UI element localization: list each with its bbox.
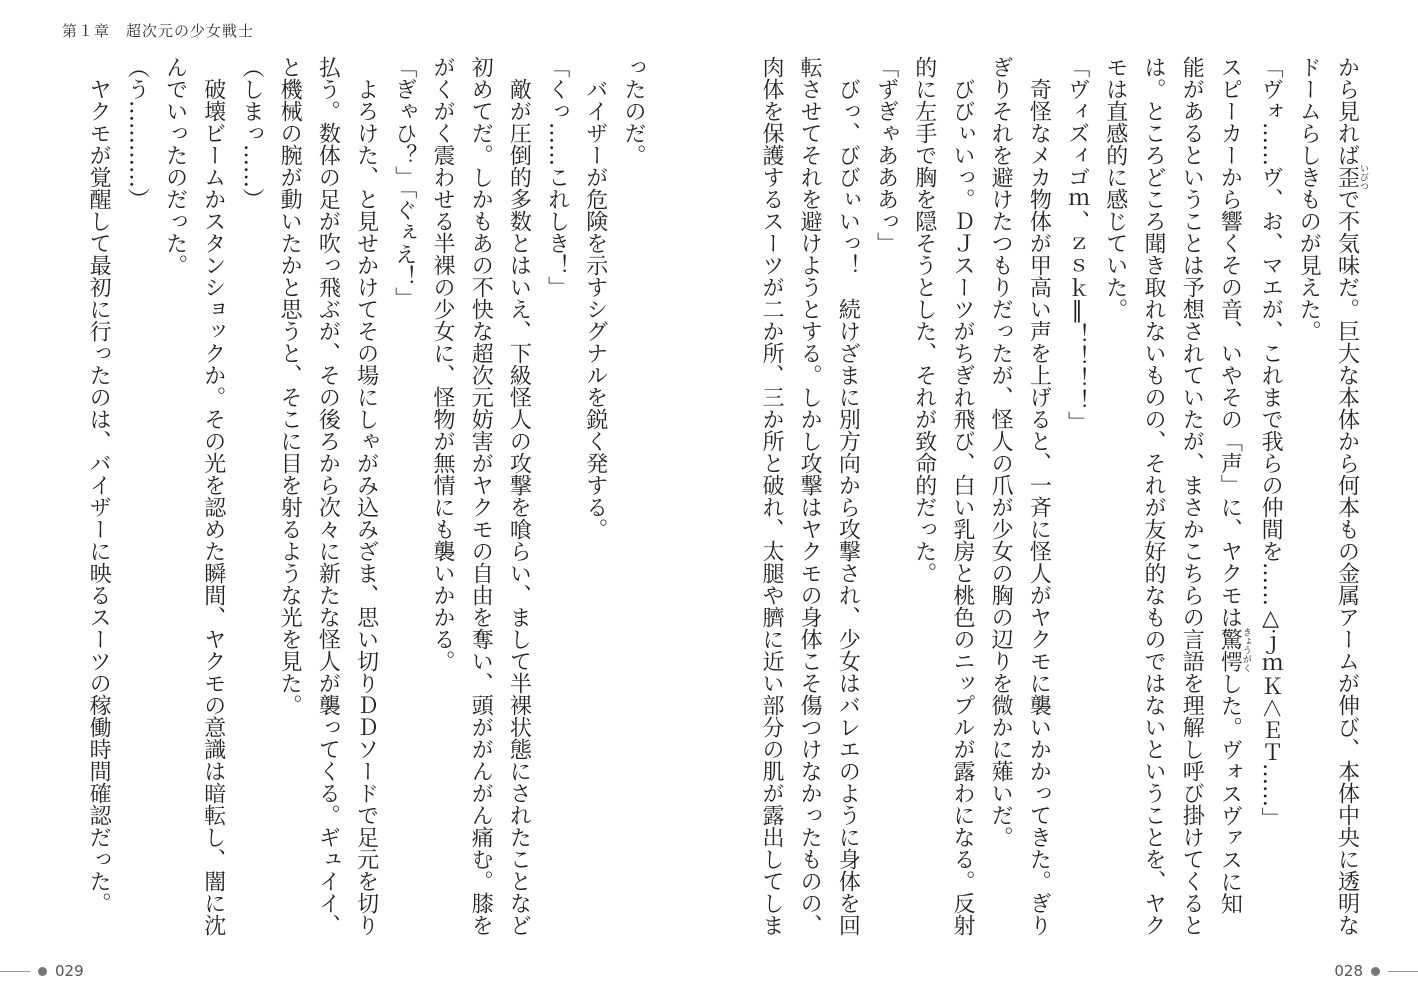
text-column <box>308 56 346 946</box>
text-segment: 初めてだ。しかもあの不快な超次元妨害がヤクモの自由を奪い、頭ががんがん痛む。膝を <box>468 56 494 936</box>
text-column <box>790 56 828 946</box>
text-column <box>79 56 117 946</box>
text-segment: んでいったのだった。 <box>162 56 188 276</box>
text-segment: で不気味だ。巨大な本体から何本もの金属アームが伸び、本体中央に透明な <box>1334 188 1360 936</box>
text-segment: スピーカーから響くその音、いやその「声」に、ヤクモは <box>1217 56 1243 628</box>
text-segment: は。ところどころ聞き取れないものの、それが友好的なものではないということを、ヤク <box>1140 56 1166 936</box>
text-column <box>576 56 614 946</box>
text-segment: 払う。数体の足が吹っ飛ぶが、その後ろから次々に新たな怪人が襲ってくる。ギュイイ、 <box>315 56 341 936</box>
text-segment: （う…………） <box>124 56 150 210</box>
text-column <box>423 56 461 946</box>
ruby-reading: いびつ <box>1358 163 1368 191</box>
text-column <box>270 56 308 946</box>
text-segment: 破壊ビームかスタンショックか。その光を認めた瞬間、ヤクモの意識は暗転し、闇に沈 <box>200 56 226 936</box>
text-column <box>828 56 866 946</box>
text-segment: 「ぎゃひ？」「ぐぇえ！」 <box>391 56 417 309</box>
text-column <box>1057 56 1095 946</box>
text-column <box>346 56 384 946</box>
page-number: 028 <box>1334 962 1363 980</box>
text-column <box>1096 56 1134 946</box>
page-number: 029 <box>55 962 84 980</box>
text-segment: 転させてそれを避けようとする。しかし攻撃はヤクモの身体こそ傷つけなかったものの、 <box>797 56 823 936</box>
text-column <box>1327 56 1368 946</box>
text-segment: びっ、びびぃいっ！ 続けざまに別方向から攻撃され、少女はバレエのように身体を回 <box>835 56 861 936</box>
text-segment: 肉体を保護するスーツが二か所、三か所と破れ、太腿や臍に近い部分の肌が露出してしま <box>758 56 784 936</box>
text-column <box>866 56 904 946</box>
text-column <box>614 56 652 946</box>
text-column <box>1210 56 1251 946</box>
text-column <box>461 56 499 946</box>
text-segment: がくがく震わせる半裸の少女に、怪物が無情にも襲いかかる。 <box>429 56 455 672</box>
text-segment: 的に左手で胸を隠そうとした、それが致命的だった。 <box>911 56 937 584</box>
text-segment: ドームらしきものが見えた。 <box>1296 56 1322 342</box>
text-column <box>1172 56 1210 946</box>
text-column <box>1019 56 1057 946</box>
folio-rule <box>0 971 30 972</box>
text-column <box>905 56 943 946</box>
text-segment: 「ヴィズィゴｍ、ｚｓｋ‖！！！！」 <box>1064 56 1090 433</box>
ruby-base: 驚愕 <box>1217 627 1243 673</box>
text-segment: 「くっ……これしき！」 <box>544 56 570 298</box>
folio-dot <box>1371 967 1380 976</box>
ruby-annotation <box>1334 163 1368 191</box>
page-number-left <box>0 962 84 980</box>
text-column <box>499 56 537 946</box>
running-header: 第１章 超次元の少女戦士 <box>62 22 255 40</box>
text-column <box>981 56 1019 946</box>
ruby-base: 歪 <box>1334 163 1360 191</box>
text-column <box>117 56 155 946</box>
text-column <box>385 56 423 946</box>
text-segment: した。ヴォスヴァスに知 <box>1217 672 1243 915</box>
text-segment: よろけた、と見せかけてその場にしゃがみ込みざま、思い切りＤＤソードで足元を切り <box>353 56 379 936</box>
text-segment: バイザーが危険を示すシグナルを鋭く発する。 <box>582 56 608 540</box>
text-column <box>155 56 193 946</box>
folio-dot <box>38 967 47 976</box>
text-segment: から見れば <box>1334 56 1360 166</box>
text-column <box>232 56 270 946</box>
text-column <box>1251 56 1289 946</box>
text-segment: ヤクモが覚醒して最初に行ったのは、バイザーに映るスーツの稼働時間確認だった。 <box>86 56 112 914</box>
text-segment: びびぃいっ。ＤＪスーツがちぎれ飛び、白い乳房と桃色のニップルが露わになる。反射 <box>949 56 975 936</box>
text-segment: 奇怪なメカ物体が甲高い声を上げると、一斉に怪人がヤクモに襲いかかってきた。ぎり <box>1026 56 1052 936</box>
text-column <box>537 56 575 946</box>
text-segment: （しまっ……） <box>238 56 264 210</box>
text-column <box>943 56 981 946</box>
page-right-text <box>748 56 1368 946</box>
text-column <box>1289 56 1327 946</box>
text-segment: 敵が圧倒的多数とはいえ、下級怪人の攻撃を喰らい、まして半裸状態にされたことなど <box>506 56 532 936</box>
page-number-right <box>1334 962 1418 980</box>
folio-rule <box>1388 971 1418 972</box>
text-segment: モは直感的に感じていた。 <box>1102 56 1128 320</box>
text-segment: と機械の腕が動いたかと思うと、そこに目を射るような光を見た。 <box>277 56 303 716</box>
text-column <box>752 56 790 946</box>
text-column <box>1134 56 1172 946</box>
ruby-reading: きょうがく <box>1240 627 1251 673</box>
text-segment: 「ヴォ……ヴ、お、マエが、これまで我らの仲間を……△ｊｍＫ＜ＥＴ……」 <box>1258 56 1284 830</box>
text-column <box>194 56 232 946</box>
text-segment: 能があるということは予想されていたが、まさかこちらの言語を理解し呼び掛けてくると <box>1179 56 1205 936</box>
text-segment: 「ずぎゃあああっ」 <box>873 56 899 254</box>
page-left-text <box>52 56 652 946</box>
text-segment: ぎりそれを避けたつもりだったが、怪人の爪が少女の胸の辺りを微かに薙いだ。 <box>988 56 1014 848</box>
text-segment: ったのだ。 <box>621 56 646 166</box>
ruby-annotation <box>1217 627 1251 673</box>
